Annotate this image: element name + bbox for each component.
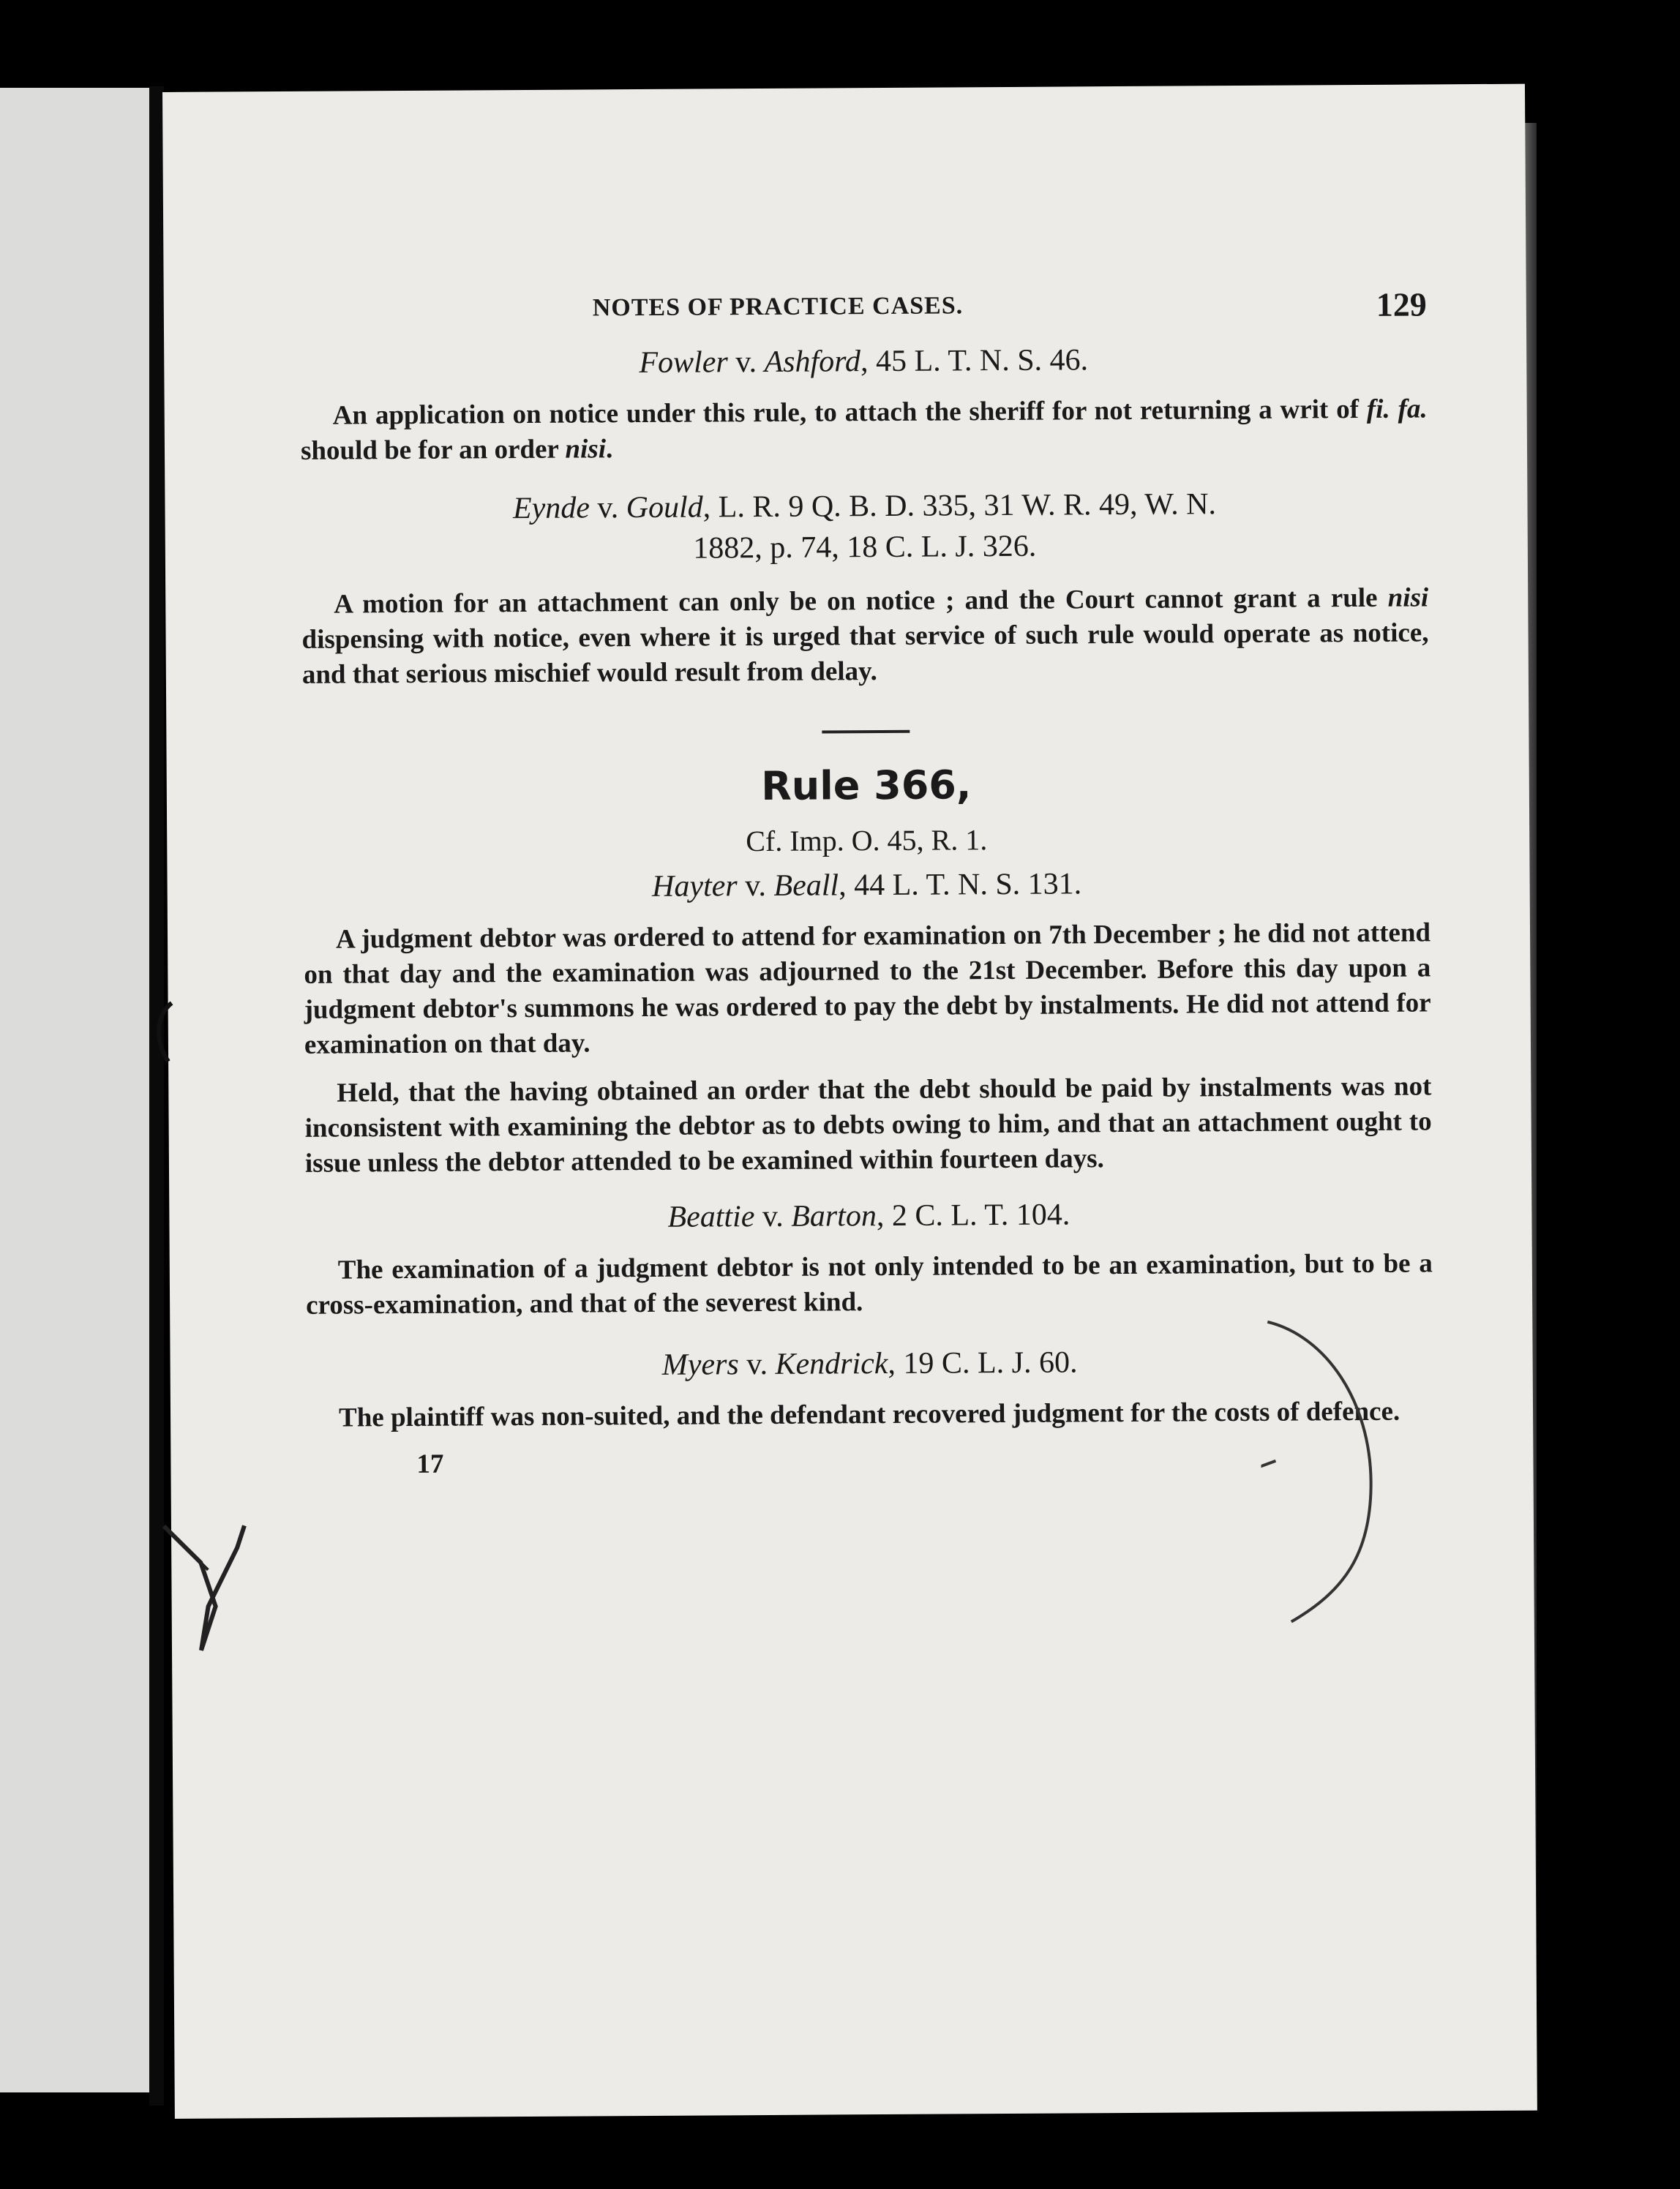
running-head <box>300 285 1427 347</box>
handwritten-margin-mark <box>146 999 184 1065</box>
note-text: A motion for an attachment can only be on notice ; and the Court cannot grant a rule <box>334 582 1388 620</box>
note-text: should be for an order <box>300 434 566 466</box>
signature-mark: 17 <box>416 1449 444 1479</box>
case-note <box>301 391 1428 468</box>
party-b: Barton <box>791 1199 877 1234</box>
handwritten-bracket-mark <box>1260 1314 1394 1637</box>
party-b: Ashford <box>764 345 861 379</box>
book-page <box>162 84 1537 2119</box>
case-reference-continued: 1882, p. 74, 18 C. L. J. 326. <box>693 529 1037 566</box>
case-note: Held, that the having obtained an order that the debt should be paid by instalments was not inconsistent with examining the debtor as to debts owing to him, and that an attachment ought to issue unless the debtor attended to be examined within fourteen days. <box>304 1071 1432 1179</box>
party-b: Kendrick <box>775 1346 888 1381</box>
versus: v. <box>745 868 767 904</box>
rule-reference: Cf. Imp. O. 45, R. 1. <box>746 823 988 858</box>
party-b: Beall <box>773 868 839 903</box>
handwritten-margin-scribble <box>157 1518 260 1665</box>
case-citation <box>301 482 1428 571</box>
note-text: . <box>605 434 613 465</box>
versus: v. <box>735 345 757 380</box>
note-italic: nisi <box>565 434 607 465</box>
note-italic: fi. fa. <box>1366 394 1428 424</box>
case-reference: , 45 L. T. N. S. 46. <box>860 343 1089 379</box>
party-a: Eynde <box>512 491 590 526</box>
case-citation <box>300 340 1427 382</box>
case-note: The plaintiff was non-suited, and the defendant recovered judgment for the costs of defence. <box>338 1396 1400 1433</box>
section-divider <box>822 730 910 734</box>
page-number: 129 <box>1376 285 1427 323</box>
running-title: NOTES OF PRACTICE CASES. <box>592 292 964 322</box>
case-reference: , 2 C. L. T. 104. <box>876 1198 1070 1234</box>
page-text <box>300 285 1434 1480</box>
party-a: Hayter <box>651 869 738 904</box>
note-text: dispensing with notice, even where it is urged that service of such rule would operate as notice, and that serious mischief would result from delay. <box>301 617 1429 690</box>
versus: v. <box>746 1347 768 1382</box>
case-citation <box>304 864 1430 906</box>
case-reference: , 19 C. L. J. 60. <box>888 1345 1078 1381</box>
case-note: A judgment debtor was ordered to attend for examination on 7th December ; he did not attend on that day and the examination was adjourned to the 21st December. Before this day upon a judgment debtor's summons he was ordered to pay the debt by instalments. He did not attend for examination on that day. <box>304 917 1431 1060</box>
party-b: Gould <box>626 490 703 525</box>
versus: v. <box>597 491 619 525</box>
case-note: The examination of a judgment debtor is not only intended to be an examination, but to be a cross-examination, and that of the severest kind. <box>306 1248 1433 1321</box>
facing-page-edge <box>0 88 154 2092</box>
party-a: Myers <box>661 1348 739 1382</box>
case-citation <box>305 1195 1432 1236</box>
case-reference: , 44 L. T. N. S. 131. <box>838 867 1082 903</box>
case-note <box>301 580 1429 692</box>
book-gutter <box>149 86 164 2106</box>
party-a: Beattie <box>667 1200 755 1234</box>
party-a: Fowler <box>639 345 728 380</box>
versus: v. <box>762 1199 784 1234</box>
note-italic: nisi <box>1387 582 1429 613</box>
case-reference: , L. R. 9 Q. B. D. 335, 31 W. R. 49, W. N. <box>702 487 1217 525</box>
rule-heading: Rule 366, <box>761 762 972 810</box>
note-text: An application on notice under this rule, to attach the sheriff for not returning a writ of <box>332 394 1367 431</box>
